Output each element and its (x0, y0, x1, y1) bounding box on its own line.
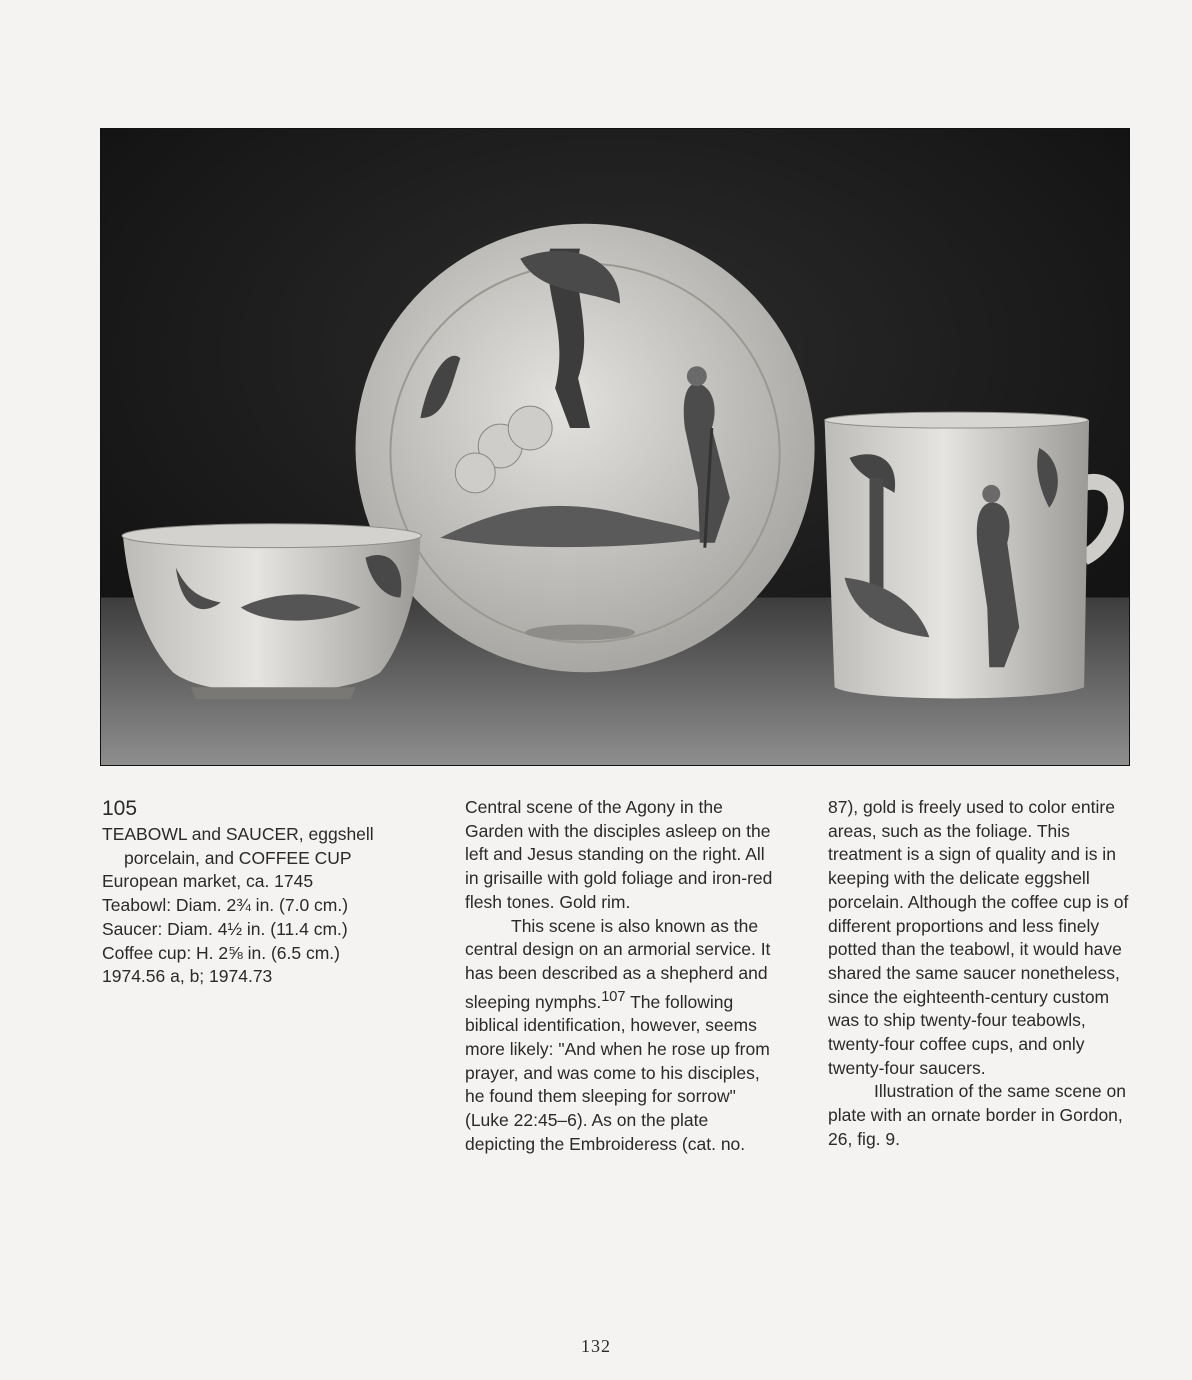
porcelain-photograph (100, 128, 1130, 766)
caption-line: TEABOWL and SAUCER, eggshell (102, 824, 374, 844)
paragraph-identification (465, 915, 775, 1157)
catalogue-caption (102, 796, 402, 989)
body-column-2 (828, 796, 1138, 1152)
paragraph-continuation: 87), gold is freely used to color entire areas, such as the foliage. This treatment is a sign of quality and is in keeping with the delicate eggshell porcelain. Although the coffee cup is of different proportions and less finely potted than the teabowl, it would have shared the same saucer nonetheless, since the eighteenth-century custom was to ship twenty-four teabowls, twenty-four coffee cups, and only twenty-four saucers. (828, 797, 1129, 1078)
caption-line: Coffee cup: H. 2⅝ in. (6.5 cm.) (102, 942, 340, 963)
paragraph-text: This scene is also known as the central design on an armorial service. It has been described as a shepherd and sleeping nymphs. (465, 915, 771, 1012)
saucer (356, 224, 815, 673)
page-number: 132 (581, 1336, 611, 1356)
catalogue-number: 105 (102, 797, 138, 820)
body-column-1 (465, 796, 775, 1156)
footnote-ref[interactable]: 107 (601, 988, 626, 1005)
paragraph-reference: Illustration of the same scene on plate with an ornate border in Gordon, 26, fig. 9. (828, 1081, 1126, 1149)
caption-line: Teabowl: Diam. 2¾ in. (7.0 cm.) (102, 895, 349, 916)
paragraph-description: Central scene of the Agony in the Garden with the disciples asleep on the left and Jesus standing on the right. All in grisaille with gold foliage and iron-red flesh tones. Gold rim. (465, 797, 773, 912)
caption-line: 1974.56 a, b; 1974.73 (102, 966, 273, 987)
caption-line: Saucer: Diam. 4½ in. (11.4 cm.) (102, 918, 348, 939)
paragraph-text: The following biblical identification, however, seems more likely: "And when he rose up from prayer, and was come to his disciples, he found them sleeping for sorrow" (Luke 22:45–6). As on the plate depicting the Embroideress (cat. no. (465, 991, 770, 1154)
caption-line: porcelain, and COFFEE CUP (124, 847, 352, 868)
caption-line: European market, ca. 1745 (102, 871, 314, 892)
coffee-cup (825, 412, 1116, 698)
